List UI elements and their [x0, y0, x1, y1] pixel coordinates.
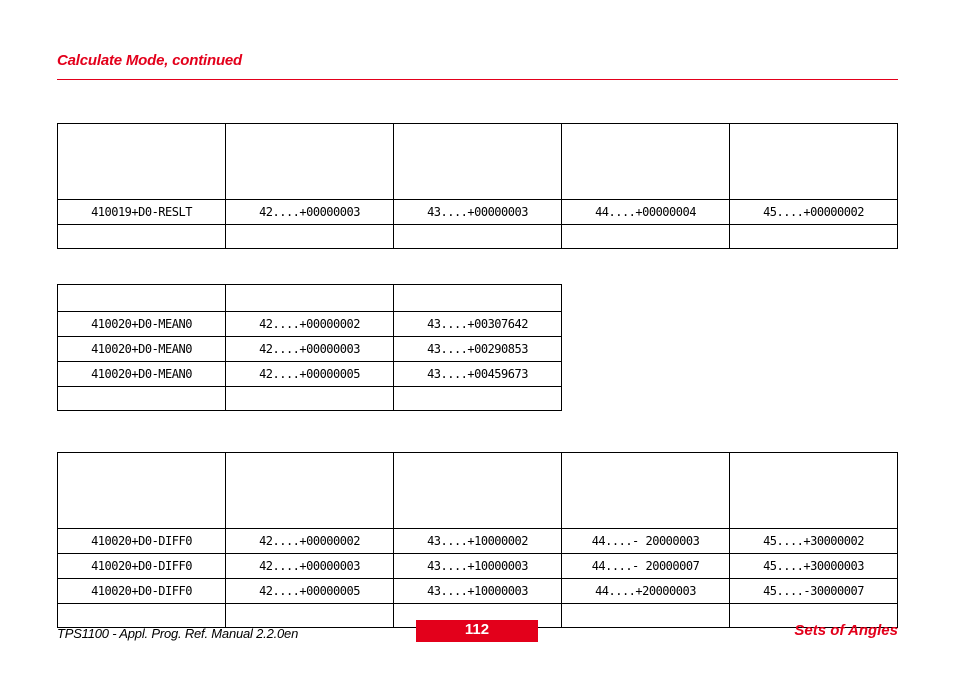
- table-cell: 44....- 20000007: [562, 554, 730, 579]
- table-cell: 410019+D0-RESLT: [58, 200, 226, 225]
- table-cell: 410020+D0-MEAN0: [58, 337, 226, 362]
- table-cell: 43....+00000003: [394, 200, 562, 225]
- table-cell: 42....+00000003: [226, 200, 394, 225]
- table-header-row: [58, 285, 562, 312]
- table-cell: 43....+10000003: [394, 579, 562, 604]
- mean-table: [57, 284, 562, 411]
- page-number: 112: [416, 620, 538, 642]
- table-cell: 410020+D0-DIFF0: [58, 529, 226, 554]
- table-cell: 42....+00000003: [226, 554, 394, 579]
- table-cell: 44....+20000003: [562, 579, 730, 604]
- table-row: [58, 362, 562, 387]
- table-cell: 43....+00307642: [394, 312, 562, 337]
- table-cell: 42....+00000005: [226, 362, 394, 387]
- table-cell: 43....+00459673: [394, 362, 562, 387]
- table-row: [58, 312, 562, 337]
- table-row: [58, 337, 562, 362]
- table-cell: 44....+00000004: [562, 200, 730, 225]
- table-cell: 44....- 20000003: [562, 529, 730, 554]
- table-row: [58, 200, 898, 225]
- table-row: [58, 579, 898, 604]
- table-cell: 410020+D0-DIFF0: [58, 579, 226, 604]
- table-row-blank: [58, 387, 562, 411]
- table-cell: 45....+30000003: [730, 554, 898, 579]
- table-row: [58, 529, 898, 554]
- table-cell: 45....+00000002: [730, 200, 898, 225]
- section-title: Calculate Mode, continued: [57, 52, 243, 69]
- manual-reference: TPS1100 - Appl. Prog. Ref. Manual 2.2.0en: [57, 626, 299, 641]
- table-cell: 410020+D0-MEAN0: [58, 312, 226, 337]
- chapter-title: Sets of Angles: [794, 622, 898, 639]
- table-row-blank: [58, 225, 898, 249]
- table-cell: 43....+00290853: [394, 337, 562, 362]
- header-divider: [57, 79, 898, 80]
- table-cell: 410020+D0-DIFF0: [58, 554, 226, 579]
- table-cell: 43....+10000002: [394, 529, 562, 554]
- table-cell: 410020+D0-MEAN0: [58, 362, 226, 387]
- table-cell: 45....+30000002: [730, 529, 898, 554]
- difference-table: [57, 452, 898, 628]
- table-cell: 42....+00000002: [226, 529, 394, 554]
- result-table: [57, 123, 898, 249]
- table-cell: 42....+00000003: [226, 337, 394, 362]
- table-cell: 45....-30000007: [730, 579, 898, 604]
- table-cell: 42....+00000002: [226, 312, 394, 337]
- table-header-row: [58, 124, 898, 200]
- table-cell: 43....+10000003: [394, 554, 562, 579]
- table-row: [58, 554, 898, 579]
- table-header-row: [58, 453, 898, 529]
- table-cell: 42....+00000005: [226, 579, 394, 604]
